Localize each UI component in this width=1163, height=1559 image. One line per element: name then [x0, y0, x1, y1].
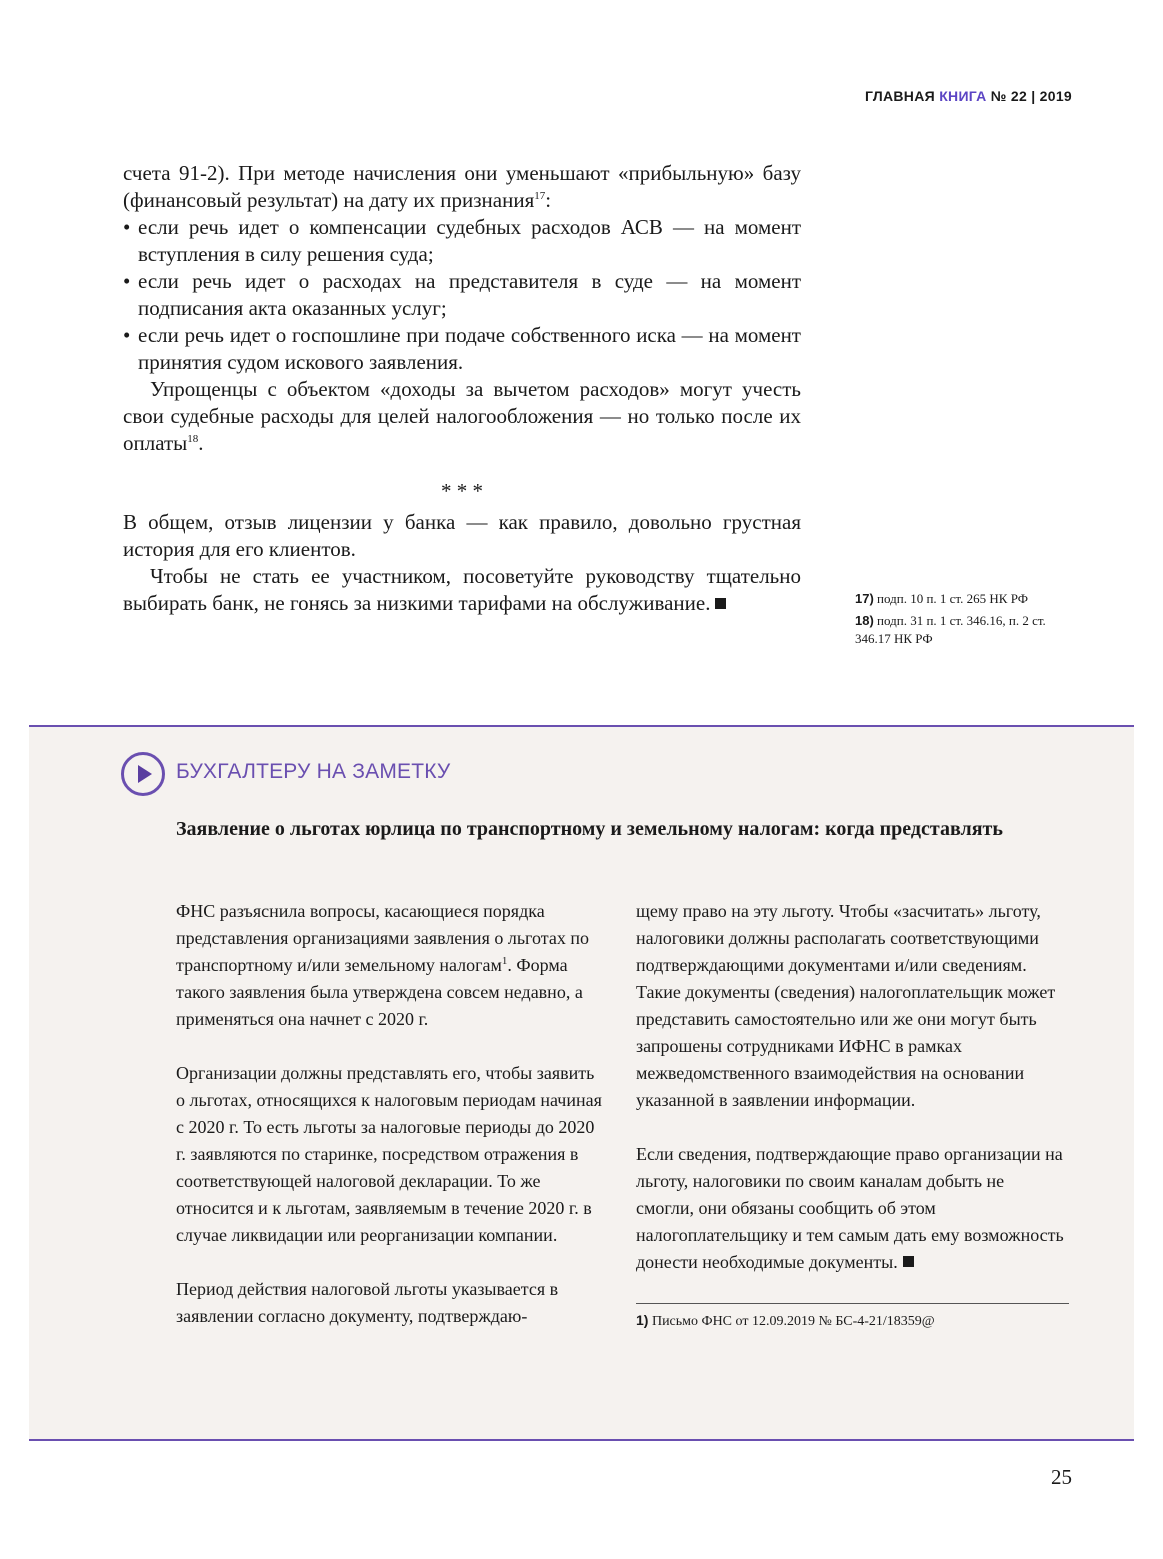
list-item: • если речь идет о госпошлине при подаче собственного иска — на момент принятия судом искового заявления.: [123, 322, 801, 376]
sidenotes: [855, 590, 1075, 652]
end-mark-icon: [715, 598, 726, 609]
paragraph: Организации должны представлять его, чтобы заявить о льготах, относящихся к налоговым периодам начиная с 2020 г. То есть льготы за налоговые периоды до 2020 г. заявляются по старинке, посредством отражения в соответствующей налоговой декларации. То же относится и к льготам, заявляемым в течение 2020 г. в случае ликвидации или реорганизации компании.: [176, 1063, 602, 1245]
page-number: 25: [1051, 1465, 1072, 1489]
footnote-ref[interactable]: 1: [501, 955, 508, 967]
header-title: ГЛАВНАЯ: [864, 88, 935, 104]
paragraph: Чтобы не стать ее участником, посоветуйте руководству тщательно выбирать банк, не гонясь за низкими тарифами на обслуживание.: [123, 564, 801, 615]
footnote: 1) Письмо ФНС от 12.09.2019 № БС-4-21/18359@: [636, 1312, 935, 1329]
article-body: [123, 160, 801, 617]
sidenote: 18) подп. 31 п. 1 ст. 346.16, п. 2 ст. 346.17 НК РФ: [855, 613, 1046, 646]
section-separator: * * *: [441, 479, 483, 503]
list-item: • если речь идет о компенсации судебных расходов АСВ — на момент вступления в силу решения суда;: [123, 214, 801, 268]
accountant-note-box: [29, 725, 1134, 1441]
box-column-left: [176, 898, 606, 1357]
paragraph: Упрощенцы с объектом «доходы за вычетом расходов» могут учесть свои судебные расходы для целей налогообложения — но только после их оплаты$^{18}$.: [123, 377, 801, 455]
running-header: [865, 88, 1072, 104]
paragraph: В общем, отзыв лицензии у банка — как правило, довольно грустная история для его клиентов.: [123, 510, 801, 561]
paragraph: ФНС разъяснила вопросы, касающиеся порядка представления организациями заявления о льготах по транспортному и/или земельному налогам$^1$. Форма такого заявления была утверждена совсем недавно, а применяться она начнет с 2020 г.: [176, 901, 589, 1029]
sidenote: 17) подп. 10 п. 1 ст. 265 НК РФ: [855, 591, 1028, 606]
box-label: БУХГАЛТЕРУ НА ЗАМЕТКУ: [176, 760, 451, 783]
footnote-divider: [636, 1303, 1069, 1304]
paragraph: щему право на эту льготу. Чтобы «засчитать» льготу, налоговики должны располагать соответствующими подтверждающими документами и/или сведениям. Такие документы (сведения) налогоплательщик может представить самостоятельно или же они могут быть запрошены сотрудниками ИФНС в рамках межведомственного взаимодействия на основании указанной в заявлении информации.: [636, 901, 1056, 1110]
header-issue: № 22 | 2019: [990, 88, 1072, 104]
footnote-ref[interactable]: 17: [534, 190, 546, 202]
end-mark-icon: [903, 1256, 914, 1267]
paragraph: Если сведения, подтверждающие право организации на льготу, налоговики по своим каналам добыть не смогли, они обязаны сообщить об этом налогоплательщику и тем самым дать ему возможность донести необходимые документы.: [636, 1144, 1064, 1272]
play-icon: [121, 752, 165, 796]
paragraph: счета 91-2). При методе начисления они уменьшают «прибыльную» базу (финансовый результат) на дату их признания$^{17}$:: [123, 161, 801, 212]
header-title-accent: КНИГА: [939, 88, 987, 104]
box-column-right: [636, 898, 1066, 1332]
list-item: • если речь идет о расходах на представителя в суде — на момент подписания акта оказанных услуг;: [123, 268, 801, 322]
paragraph: Период действия налоговой льготы указывается в заявлении согласно документу, подтверждаю-: [176, 1279, 559, 1326]
box-title: Заявление о льготах юрлица по транспортному и земельному налогам: когда представлять: [176, 818, 1003, 840]
footnote-ref[interactable]: 18: [187, 433, 199, 445]
bullet-list: [123, 214, 801, 376]
